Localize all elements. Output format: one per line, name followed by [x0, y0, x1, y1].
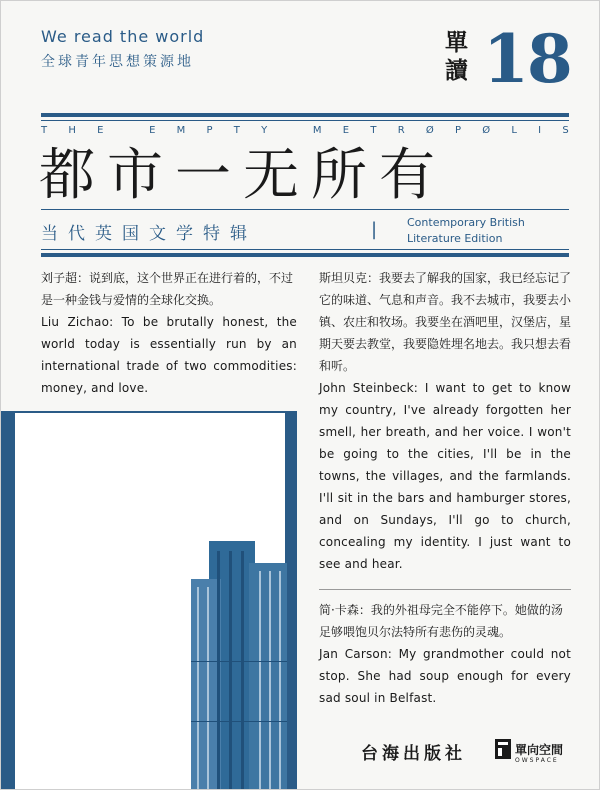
quote-steinbeck [319, 267, 571, 575]
subtitle-letter: P [454, 125, 462, 136]
top-rule-thick [41, 113, 569, 117]
subtitle-letter: M [176, 125, 186, 136]
subtitle-letter: L [511, 125, 517, 136]
subtitle-letter: Y [261, 125, 268, 136]
quote-carson-zh: 简·卡森：我的外祖母完全不能停下。她做的汤足够喂饱贝尔法特所有悲伤的灵魂。 [319, 603, 563, 639]
mid-rule [41, 209, 569, 210]
subtitle-letter: Ø [482, 125, 491, 136]
imprint-logo-icon [495, 739, 511, 759]
subtitle-letter: I [538, 125, 542, 136]
subtitle-letter: S [562, 125, 569, 136]
subtitle-letter: E [149, 125, 156, 136]
subtitle-letter: Ø [425, 125, 434, 136]
subtitle-letter: T [370, 125, 377, 136]
edition-en [407, 215, 525, 247]
edition-zh: 当代英国文学特辑 [41, 224, 257, 244]
edition-separator: | [371, 219, 378, 240]
brand-name: 單讀 [445, 29, 468, 84]
publisher-name: 台海出版社 [361, 744, 466, 764]
quote-carson-en: Jan Carson: My grandmother could not stop. She had soup enough for every sad soul in Belfast. [319, 647, 571, 705]
subtitle-space [288, 125, 291, 136]
bottom-rule-thick [41, 253, 569, 257]
imprint-name: 單向空間 [515, 743, 564, 757]
subtitle-space [125, 125, 128, 136]
quote-divider [319, 589, 571, 590]
quote-liu-en: Liu Zichao: To be brutally honest, the world today is essentially run by an international trade of two commodities: money, and love. [41, 315, 297, 395]
top-rule-thin [41, 120, 569, 121]
issue-number: 18 [483, 20, 571, 98]
subtitle-letter: M [312, 125, 322, 136]
subtitle-letter: R [397, 125, 405, 136]
subtitle-en [41, 125, 569, 136]
subtitle-letter: E [97, 125, 104, 136]
subtitle-letter: T [233, 125, 240, 136]
main-title: 都市一无所有 [39, 143, 447, 208]
edition-en-line1: Contemporary British [407, 216, 525, 229]
subtitle-letter: E [342, 125, 350, 136]
edition-en-line2: Literature Edition [407, 232, 503, 245]
quote-steinbeck-en: John Steinbeck: I want to get to know my country, I've already forgotten her smell, her breath, and her voice. I won't be going to the cities, I'll be in the towns, the villages, and the farmlands. I'll sit in the bars and hamburger stores, and on Sundays, I'll go to church, concealing my identity. I just want to see and hear. [319, 381, 571, 571]
tagline-en: We read the world [41, 27, 205, 46]
subtitle-letter: P [206, 125, 213, 136]
quote-liu [41, 267, 297, 399]
subtitle-letter: T [41, 125, 48, 136]
quote-liu-zh: 刘子超：说到底，这个世界正在进行着的，不过是一种金钱与爱情的全球化交换。 [41, 271, 294, 307]
building-illustration [191, 541, 287, 790]
bottom-rule-thin [41, 249, 569, 250]
quote-carson [319, 599, 571, 709]
subtitle-letter: H [68, 125, 76, 136]
tagline-zh: 全球青年思想策源地 [41, 54, 194, 70]
quote-steinbeck-zh: 斯坦贝克：我要去了解我的国家，我已经忘记了它的味道、气息和声音。我不去城市，我要去小镇、农庄和牧场。我要坐在酒吧里，汉堡店，星期天要去教堂，我要隐姓埋名地去。我只想去看和听。 [319, 271, 572, 373]
imprint-sub: OWSPACE [515, 757, 559, 764]
